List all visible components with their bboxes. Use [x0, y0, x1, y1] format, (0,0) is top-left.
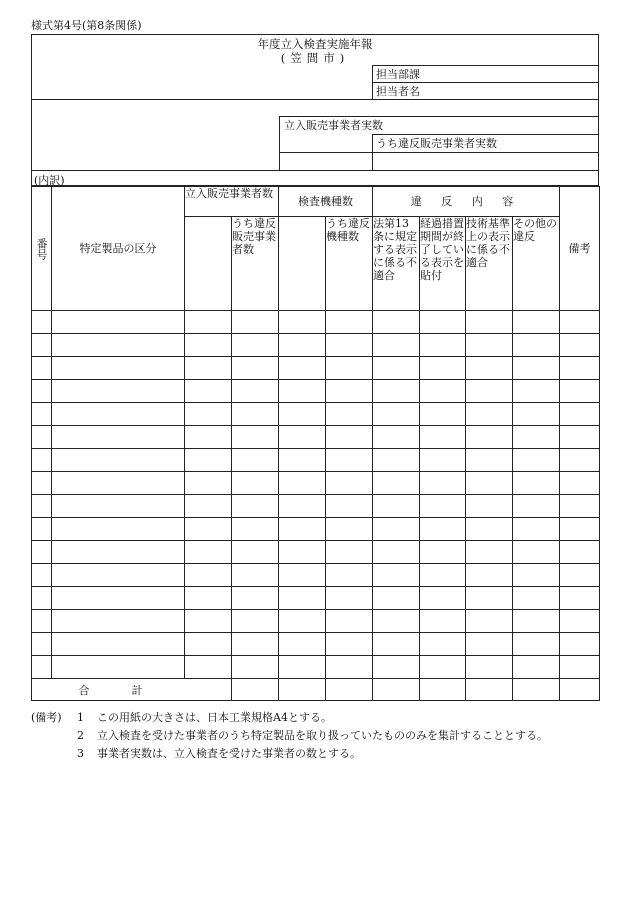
note-text: この用紙の大きさは、日本工業規格A4とする。 — [97, 711, 332, 724]
table-cell[interactable] — [279, 518, 326, 541]
table-cell[interactable] — [52, 518, 185, 541]
table-cell[interactable] — [560, 403, 600, 426]
table-cell[interactable] — [52, 357, 185, 380]
table-cell[interactable] — [185, 564, 232, 587]
table-cell[interactable] — [279, 311, 326, 334]
table-cell[interactable] — [185, 380, 232, 403]
table-cell[interactable] — [52, 472, 185, 495]
table-cell[interactable] — [466, 403, 513, 426]
table-cell[interactable] — [466, 633, 513, 656]
total-cell[interactable] — [232, 679, 279, 701]
table-cell[interactable] — [326, 472, 373, 495]
table-cell[interactable] — [52, 403, 185, 426]
table-row — [32, 403, 600, 426]
table-cell[interactable] — [373, 518, 420, 541]
table-cell[interactable] — [513, 518, 560, 541]
table-cell[interactable] — [420, 656, 466, 679]
table-cell[interactable] — [466, 656, 513, 679]
table-cell[interactable] — [279, 564, 326, 587]
total-cell[interactable] — [560, 679, 600, 701]
table-cell[interactable] — [32, 656, 52, 679]
table-cell[interactable] — [32, 541, 52, 564]
header-divider — [279, 152, 599, 153]
table-cell[interactable] — [232, 403, 279, 426]
table-cell[interactable] — [185, 656, 232, 679]
table-cell[interactable] — [232, 311, 279, 334]
table-row — [32, 357, 600, 380]
table-cell[interactable] — [466, 518, 513, 541]
city-name: (笠間市) — [280, 51, 350, 65]
header-violation-4: その他の違反 — [513, 217, 560, 311]
models-blank — [279, 217, 326, 311]
table-cell[interactable] — [513, 426, 560, 449]
table-cell[interactable] — [32, 472, 52, 495]
table-cell[interactable] — [420, 495, 466, 518]
table-cell[interactable] — [52, 610, 185, 633]
table-cell[interactable] — [560, 334, 600, 357]
table-cell[interactable] — [52, 426, 185, 449]
report-title: 年度立入検査実施年報 — [257, 37, 373, 51]
table-cell[interactable] — [232, 656, 279, 679]
table-row — [32, 564, 600, 587]
table-cell[interactable] — [279, 380, 326, 403]
table-cell[interactable] — [420, 564, 466, 587]
table-cell[interactable] — [420, 587, 466, 610]
table-cell[interactable] — [52, 656, 185, 679]
table-cell[interactable] — [420, 426, 466, 449]
header-divider — [279, 116, 599, 117]
table-cell[interactable] — [185, 587, 232, 610]
table-row — [32, 633, 600, 656]
table-cell[interactable] — [52, 633, 185, 656]
table-row — [32, 656, 600, 679]
sellers-blank — [185, 217, 232, 311]
header-models: 検査機種数 — [279, 187, 373, 217]
table-row — [32, 449, 600, 472]
table-cell[interactable] — [279, 656, 326, 679]
table-cell[interactable] — [52, 564, 185, 587]
table-cell[interactable] — [420, 610, 466, 633]
table-cell[interactable] — [373, 403, 420, 426]
header-divider — [372, 134, 599, 135]
table-cell[interactable] — [326, 449, 373, 472]
table-cell[interactable] — [185, 311, 232, 334]
table-cell[interactable] — [513, 656, 560, 679]
table-cell[interactable] — [185, 426, 232, 449]
table-cell[interactable] — [560, 495, 600, 518]
table-row — [32, 587, 600, 610]
table-cell[interactable] — [513, 610, 560, 633]
table-cell[interactable] — [232, 449, 279, 472]
table-cell[interactable] — [279, 334, 326, 357]
table-cell[interactable] — [279, 633, 326, 656]
table-cell[interactable] — [279, 541, 326, 564]
total-cell[interactable] — [420, 679, 466, 701]
table-cell[interactable] — [373, 610, 420, 633]
table-cell[interactable] — [560, 472, 600, 495]
table-cell[interactable] — [420, 403, 466, 426]
table-cell[interactable] — [560, 518, 600, 541]
table-cell[interactable] — [373, 311, 420, 334]
table-cell[interactable] — [232, 495, 279, 518]
table-cell[interactable] — [326, 495, 373, 518]
header-violating-sellers: うち違反販売事業者数 — [232, 217, 279, 311]
sellers-count-label: 立入販売事業者実数 — [284, 119, 383, 132]
table-cell[interactable] — [52, 495, 185, 518]
table-cell[interactable] — [513, 357, 560, 380]
table-cell[interactable] — [326, 656, 373, 679]
table-cell[interactable] — [513, 633, 560, 656]
table-cell[interactable] — [420, 518, 466, 541]
table-cell[interactable] — [32, 587, 52, 610]
table-cell[interactable] — [32, 449, 52, 472]
total-cell[interactable] — [279, 679, 326, 701]
note-text: 立入検査を受けた事業者のうち特定製品を取り扱っていたもののみを集計することとする。 — [97, 729, 548, 742]
table-cell[interactable] — [232, 587, 279, 610]
table-cell[interactable] — [326, 334, 373, 357]
table-cell[interactable] — [232, 357, 279, 380]
table-cell[interactable] — [513, 495, 560, 518]
table-cell[interactable] — [373, 541, 420, 564]
table-cell[interactable] — [420, 633, 466, 656]
table-cell[interactable] — [513, 541, 560, 564]
table-cell[interactable] — [232, 541, 279, 564]
table-cell[interactable] — [32, 518, 52, 541]
table-cell[interactable] — [373, 449, 420, 472]
total-label: 合計 — [32, 679, 232, 701]
table-cell[interactable] — [185, 472, 232, 495]
table-cell[interactable] — [232, 380, 279, 403]
table-row — [32, 518, 600, 541]
table-row — [32, 610, 600, 633]
note-number: 2 — [77, 729, 84, 742]
table-cell[interactable] — [32, 633, 52, 656]
header-violations: 違 反 内 容 — [373, 187, 560, 217]
table-cell[interactable] — [466, 357, 513, 380]
table-cell[interactable] — [420, 380, 466, 403]
table-cell[interactable] — [185, 334, 232, 357]
table-cell[interactable] — [279, 610, 326, 633]
table-cell[interactable] — [52, 587, 185, 610]
table-cell[interactable] — [513, 449, 560, 472]
table-cell[interactable] — [279, 472, 326, 495]
table-cell[interactable] — [32, 357, 52, 380]
header-divider — [372, 82, 599, 83]
table-row — [32, 426, 600, 449]
table-cell[interactable] — [52, 334, 185, 357]
table-cell[interactable] — [32, 564, 52, 587]
total-cell[interactable] — [466, 679, 513, 701]
table-cell[interactable] — [326, 380, 373, 403]
table-cell[interactable] — [185, 449, 232, 472]
table-cell[interactable] — [420, 311, 466, 334]
table-cell[interactable] — [326, 403, 373, 426]
table-cell[interactable] — [373, 334, 420, 357]
header-remarks: 備考 — [560, 187, 600, 311]
table-cell[interactable] — [560, 633, 600, 656]
header-violation-2: 経過措置期間が終了している表示を貼付 — [420, 217, 466, 311]
table-cell[interactable] — [326, 633, 373, 656]
table-cell[interactable] — [466, 426, 513, 449]
breakdown-label: (内訳) — [34, 174, 65, 187]
table-cell[interactable] — [373, 656, 420, 679]
table-cell[interactable] — [373, 472, 420, 495]
table-cell[interactable] — [32, 380, 52, 403]
table-cell[interactable] — [279, 587, 326, 610]
table-cell[interactable] — [560, 541, 600, 564]
table-cell[interactable] — [560, 311, 600, 334]
table-cell[interactable] — [185, 518, 232, 541]
table-cell[interactable] — [513, 380, 560, 403]
table-cell[interactable] — [466, 541, 513, 564]
form-code: 様式第4号(第8条関係) — [31, 19, 142, 32]
table-cell[interactable] — [513, 403, 560, 426]
table-cell[interactable] — [560, 426, 600, 449]
header-no: 番号 — [32, 187, 52, 311]
table-cell[interactable] — [560, 656, 600, 679]
table-cell[interactable] — [279, 495, 326, 518]
table-cell[interactable] — [326, 311, 373, 334]
table-cell[interactable] — [32, 495, 52, 518]
table-cell[interactable] — [513, 472, 560, 495]
header-category: 特定製品の区分 — [52, 187, 185, 311]
person-label: 担当者名 — [376, 85, 420, 98]
table-row — [32, 334, 600, 357]
table-cell[interactable] — [185, 633, 232, 656]
table-cell[interactable] — [466, 380, 513, 403]
table-cell[interactable] — [373, 587, 420, 610]
header-sellers: 立入販売事業者数 — [185, 187, 279, 217]
table-cell[interactable] — [373, 426, 420, 449]
table-cell[interactable] — [560, 449, 600, 472]
table-cell[interactable] — [420, 472, 466, 495]
table-cell[interactable] — [32, 426, 52, 449]
table-cell[interactable] — [466, 564, 513, 587]
header-divider — [32, 99, 599, 100]
table-cell[interactable] — [466, 610, 513, 633]
header-divider — [372, 65, 599, 66]
total-cell[interactable] — [373, 679, 420, 701]
table-cell[interactable] — [373, 380, 420, 403]
table-cell[interactable] — [513, 587, 560, 610]
table-cell[interactable] — [420, 541, 466, 564]
table-cell[interactable] — [279, 449, 326, 472]
table-cell[interactable] — [326, 564, 373, 587]
table-cell[interactable] — [185, 403, 232, 426]
table-cell[interactable] — [279, 403, 326, 426]
note-item — [31, 709, 548, 727]
table-cell[interactable] — [326, 518, 373, 541]
table-cell[interactable] — [373, 357, 420, 380]
table-cell[interactable] — [52, 380, 185, 403]
table-cell[interactable] — [373, 564, 420, 587]
table-cell[interactable] — [232, 518, 279, 541]
inspection-table — [31, 186, 600, 701]
header-violation-1: 法第13条に規定する表示に係る不適合 — [373, 217, 420, 311]
table-cell[interactable] — [420, 449, 466, 472]
table-cell[interactable] — [326, 610, 373, 633]
table-cell[interactable] — [466, 472, 513, 495]
notes-label: (備考) — [31, 711, 62, 724]
table-row — [32, 541, 600, 564]
header-violating-models: うち違反機種数 — [326, 217, 373, 311]
table-cell[interactable] — [466, 587, 513, 610]
table-cell[interactable] — [560, 380, 600, 403]
table-cell[interactable] — [232, 472, 279, 495]
table-cell[interactable] — [466, 495, 513, 518]
table-cell[interactable] — [185, 610, 232, 633]
table-cell[interactable] — [326, 587, 373, 610]
table-cell[interactable] — [513, 334, 560, 357]
violators-count-label: うち違反販売事業者実数 — [376, 137, 497, 150]
table-cell[interactable] — [373, 495, 420, 518]
table-cell[interactable] — [232, 610, 279, 633]
table-cell[interactable] — [52, 449, 185, 472]
total-cell[interactable] — [513, 679, 560, 701]
table-cell[interactable] — [232, 426, 279, 449]
table-cell[interactable] — [32, 403, 52, 426]
table-cell[interactable] — [232, 334, 279, 357]
table-cell[interactable] — [466, 311, 513, 334]
table-cell[interactable] — [32, 610, 52, 633]
table-cell[interactable] — [560, 610, 600, 633]
table-cell[interactable] — [513, 311, 560, 334]
note-number: 3 — [77, 747, 84, 760]
total-cell[interactable] — [326, 679, 373, 701]
table-cell[interactable] — [232, 633, 279, 656]
table-cell[interactable] — [326, 357, 373, 380]
table-cell[interactable] — [185, 357, 232, 380]
note-item — [31, 727, 548, 745]
table-row — [32, 311, 600, 334]
table-cell[interactable] — [466, 334, 513, 357]
header-divider — [279, 116, 280, 170]
table-cell[interactable] — [420, 334, 466, 357]
table-cell[interactable] — [560, 564, 600, 587]
table-cell[interactable] — [185, 541, 232, 564]
table-cell[interactable] — [560, 357, 600, 380]
note-item — [31, 745, 548, 763]
table-cell[interactable] — [513, 564, 560, 587]
table-cell[interactable] — [373, 633, 420, 656]
table-cell[interactable] — [32, 334, 52, 357]
table-cell[interactable] — [52, 541, 185, 564]
table-row — [32, 495, 600, 518]
table-row — [32, 472, 600, 495]
header-violation-3: 技術基準上の表示に係る不適合 — [466, 217, 513, 311]
notes-section — [31, 709, 548, 763]
table-cell[interactable] — [560, 587, 600, 610]
table-cell[interactable] — [279, 426, 326, 449]
note-number: 1 — [77, 711, 84, 724]
report-header — [31, 34, 599, 186]
table-cell[interactable] — [32, 311, 52, 334]
table-cell[interactable] — [232, 564, 279, 587]
table-row — [32, 380, 600, 403]
table-cell[interactable] — [279, 357, 326, 380]
table-cell[interactable] — [326, 426, 373, 449]
header-divider — [32, 170, 599, 171]
table-cell[interactable] — [185, 495, 232, 518]
table-cell[interactable] — [52, 311, 185, 334]
dept-label: 担当部課 — [376, 68, 420, 81]
note-text: 事業者実数は、立入検査を受けた事業者の数とする。 — [97, 747, 361, 760]
table-cell[interactable] — [326, 541, 373, 564]
table-cell[interactable] — [420, 357, 466, 380]
table-cell[interactable] — [466, 449, 513, 472]
